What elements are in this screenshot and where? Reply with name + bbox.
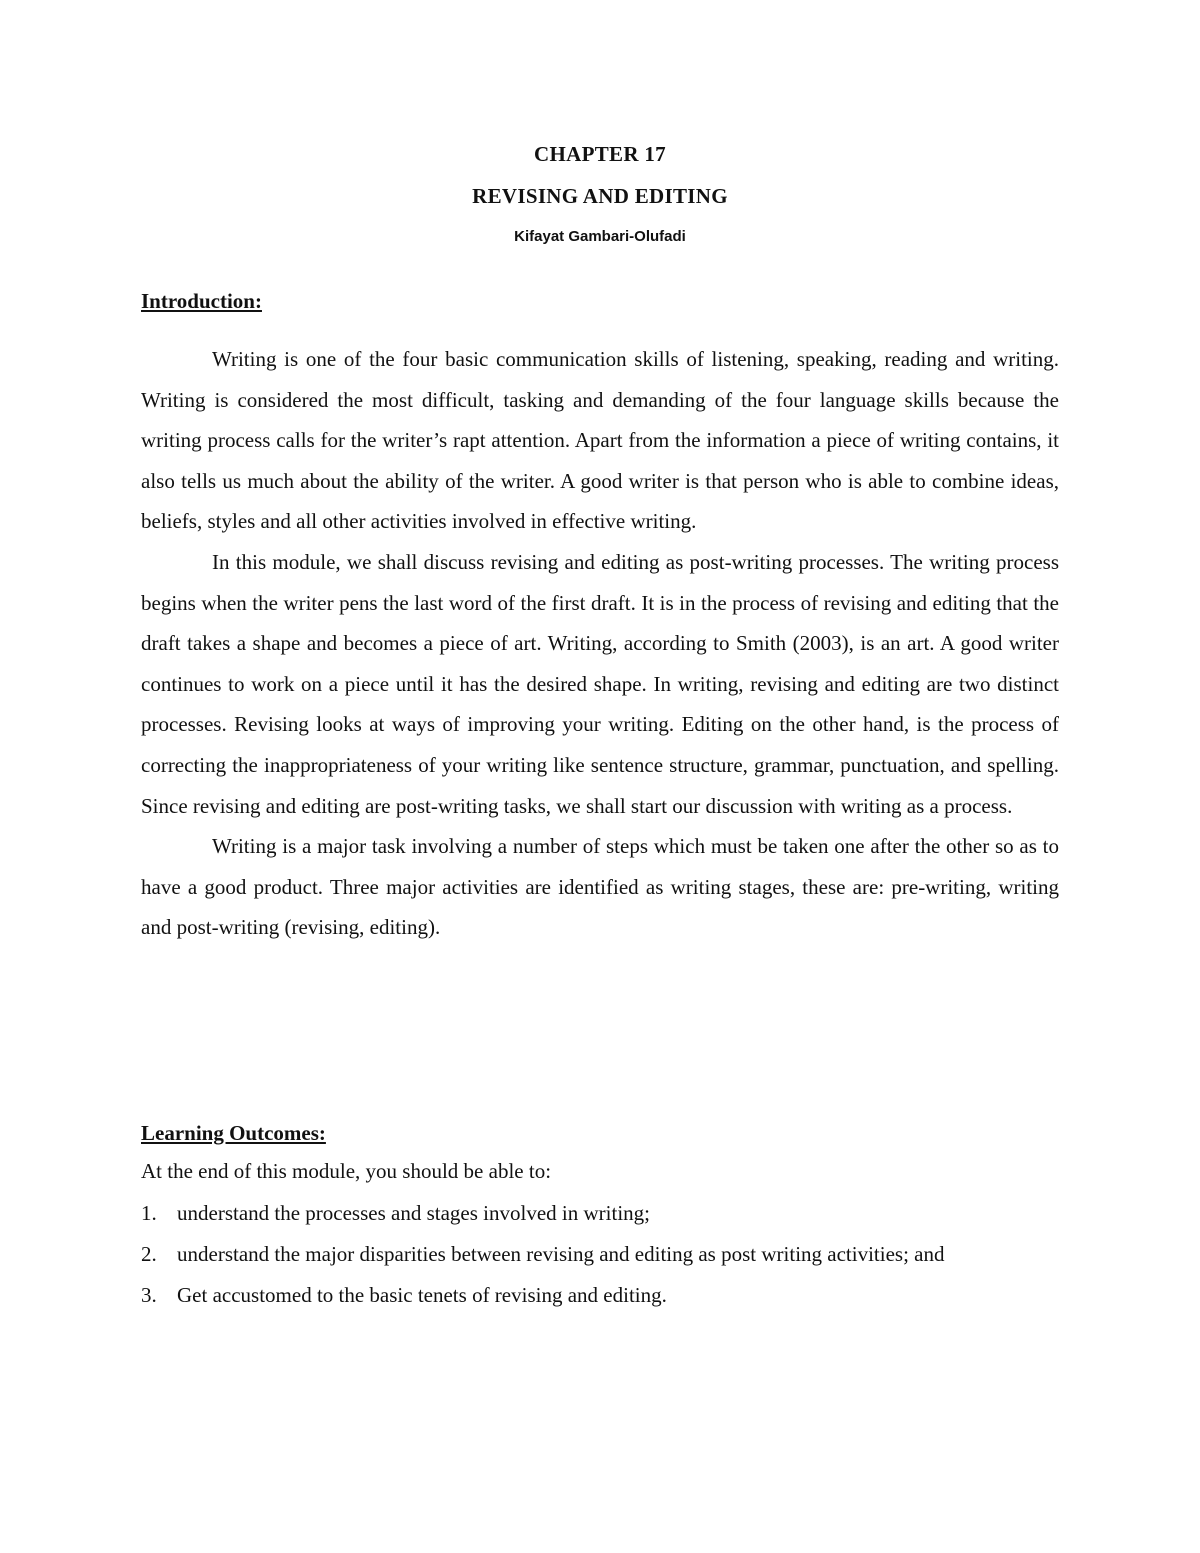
- list-item: [141, 1280, 944, 1321]
- paragraph: In this module, we shall discuss revising and editing as post-writing processes. The writing process begins when the writer pens the last word of the first draft. It is in the process of revising and editing that the draft takes a shape and becomes a piece of art. Writing, according to Smith (2003), is an art. A good writer continues to work on a piece until it has the desired shape. In writing, revising and editing are two distinct processes. Revising looks at ways of improving your writing. Editing on the other hand, is the process of correcting the inappropriateness of your writing like sentence structure, grammar, punctuation, and spelling. Since revising and editing are post-writing tasks, we shall start our discussion with writing as a process.: [141, 549, 1059, 818]
- chapter-number: CHAPTER 17: [534, 142, 666, 166]
- list-number: 3.: [141, 1283, 157, 1307]
- introduction-heading: Introduction:: [141, 289, 262, 313]
- learning-outcomes-intro: At the end of this module, you should be able to:: [141, 1159, 552, 1183]
- learning-outcomes-list: [141, 1198, 944, 1321]
- list-text: Get accustomed to the basic tenets of revising and editing.: [177, 1283, 667, 1307]
- chapter-title: REVISING AND EDITING: [472, 184, 728, 208]
- introduction-body: [141, 339, 1059, 948]
- list-number: 1.: [141, 1201, 157, 1225]
- list-item: [141, 1198, 944, 1239]
- paragraph: Writing is one of the four basic communication skills of listening, speaking, reading and writing. Writing is considered the most difficult, tasking and demanding of the four language skills because the writing process calls for the writer’s rapt attention. Apart from the information a piece of writing contains, it also tells us much about the ability of the writer. A good writer is that person who is able to combine ideas, beliefs, styles and all other activities involved in effective writing.: [141, 347, 1059, 534]
- paragraph: Writing is a major task involving a number of steps which must be taken one after the other so as to have a good product. Three major activities are identified as writing stages, these are: pre-writing, writing and post-writing (revising, editing).: [141, 834, 1059, 940]
- learning-outcomes-heading: Learning Outcomes:: [141, 1121, 326, 1145]
- list-item: [141, 1239, 944, 1280]
- list-text: understand the major disparities between revising and editing as post writing activities; and: [177, 1242, 945, 1266]
- list-text: understand the processes and stages involved in writing;: [177, 1201, 650, 1225]
- author-name: Kifayat Gambari-Olufadi: [514, 228, 686, 245]
- list-number: 2.: [141, 1242, 157, 1266]
